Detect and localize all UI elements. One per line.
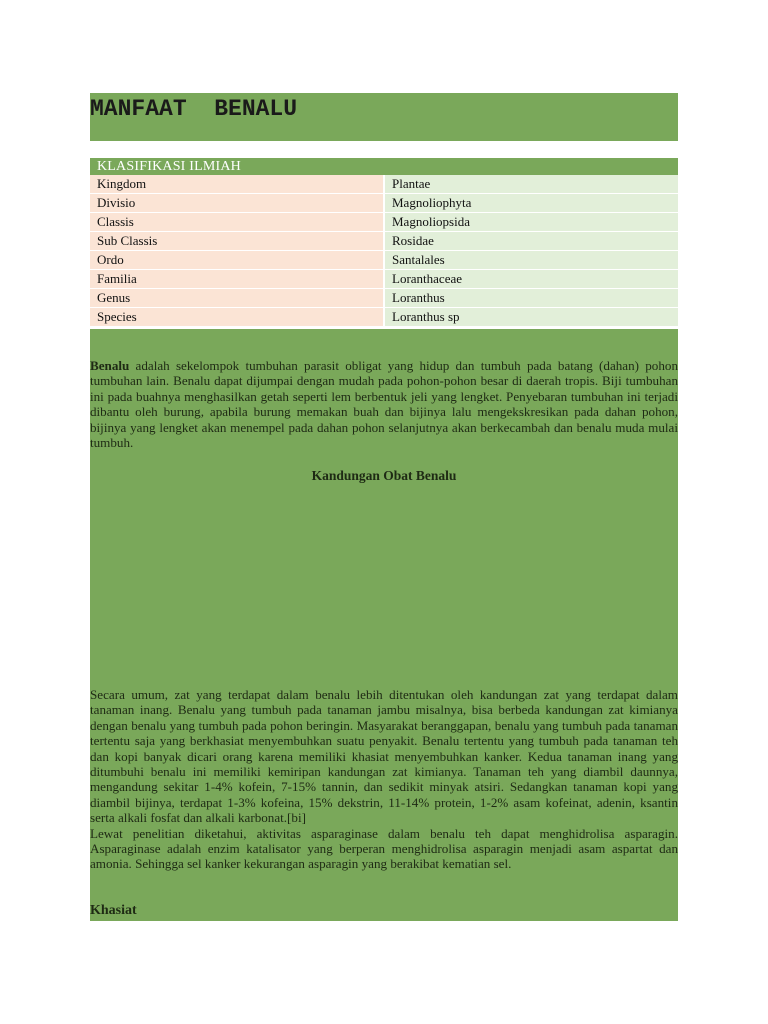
table-value: Loranthus sp	[384, 308, 678, 327]
table-value: Santalales	[384, 251, 678, 270]
document-title: MANFAAT BENALU	[90, 96, 298, 122]
document-page	[90, 93, 678, 921]
section-heading: Kandungan Obat Benalu	[311, 468, 457, 483]
intro-text: adalah sekelompok tumbuhan parasit obligat yang hidup dan tumbuh pada batang (dahan) pohon tumbuhan lain. Benalu dapat dijumpai dengan mudah pada pohon-pohon besar di daerah tropis. Biji tumbuhan ini pada buahnya menghasilkan getah seperti lem berbentuk jeli yang lengket. Penyebaran tumbuhan ini terjadi dibantu oleh burung, apabila burung memakan buah dan bijinya lalu mengekskresikan pada dahan pohon, bijinya yang lengket akan menempel pada dahan pohon selanjutnya akan berkecambah dan benalu muda mulai tumbuh.	[90, 358, 678, 451]
paragraph-kandungan: Secara umum, zat yang terdapat dalam benalu lebih ditentukan oleh kandungan zat yang terdapat dalam tanaman inang. Benalu yang tumbuh pada tanaman jambu misalnya, bisa berbeda kandungan zat kimianya dengan benalu yang tumbuh pada pohon beringin. Masyarakat beranggapan, benalu yang tumbuh pada tanaman tertentu saja yang berkhasiat menyembuhkan suatu penyakit. Benalu tertentu yang tumbuh pada tanaman teh dan kopi banyak dicari orang karena memiliki khasiat menyembuhkan kanker. Kedua tanaman inang yang ditumbuhi benalu ini memiliki kemiripan kandungan zat kimianya. Tanaman teh yang diambil daunnya, mengandung sekitar 1-4% kofein, 7-15% tannin, dan sedikit minyak atsiri. Sedangkan tanaman kopi yang diambil bijinya, terdapat 1-3% kofeina, 15% dekstrin, 11-14% protein, 1-2% asam kofeinat, adenin, ksantin serta alkali fosfat dan alkali karbonat.[bi]	[90, 687, 678, 826]
table-row	[90, 308, 678, 327]
body-paragraphs	[90, 687, 678, 872]
table-row	[90, 194, 678, 213]
table-row	[90, 213, 678, 232]
content-block	[90, 329, 678, 921]
table-row	[90, 175, 678, 194]
table-key: Kingdom	[90, 175, 384, 194]
table-value: Rosidae	[384, 232, 678, 251]
table-key: Classis	[90, 213, 384, 232]
intro-term: Benalu	[90, 358, 130, 373]
classification-table	[90, 158, 678, 327]
table-key: Ordo	[90, 251, 384, 270]
table-row	[90, 289, 678, 308]
table-row	[90, 270, 678, 289]
table-value: Loranthus	[384, 289, 678, 308]
table-row	[90, 251, 678, 270]
khasiat-heading: Khasiat	[90, 903, 137, 918]
table-row	[90, 232, 678, 251]
table-key: Divisio	[90, 194, 384, 213]
table-value: Magnoliophyta	[384, 194, 678, 213]
table-header: KLASIFIKASI ILMIAH	[90, 158, 678, 175]
table-value: Magnoliopsida	[384, 213, 678, 232]
paragraph-asparaginase: Lewat penelitian diketahui, aktivitas asparaginase dalam benalu teh dapat menghidrolisa asparagin. Asparaginase adalah enzim katalisator yang berperan menghidrolisa asparagin menjadi asam aspartat dan amonia. Sehingga sel kanker kekurangan asparagin yang berakibat kematian sel.	[90, 825, 678, 872]
intro-paragraph	[90, 358, 678, 450]
table-key: Species	[90, 308, 384, 327]
table-key: Sub Classis	[90, 232, 384, 251]
table-key: Familia	[90, 270, 384, 289]
table-value: Loranthaceae	[384, 270, 678, 289]
table-value: Plantae	[384, 175, 678, 194]
table-key: Genus	[90, 289, 384, 308]
title-banner	[90, 93, 678, 141]
